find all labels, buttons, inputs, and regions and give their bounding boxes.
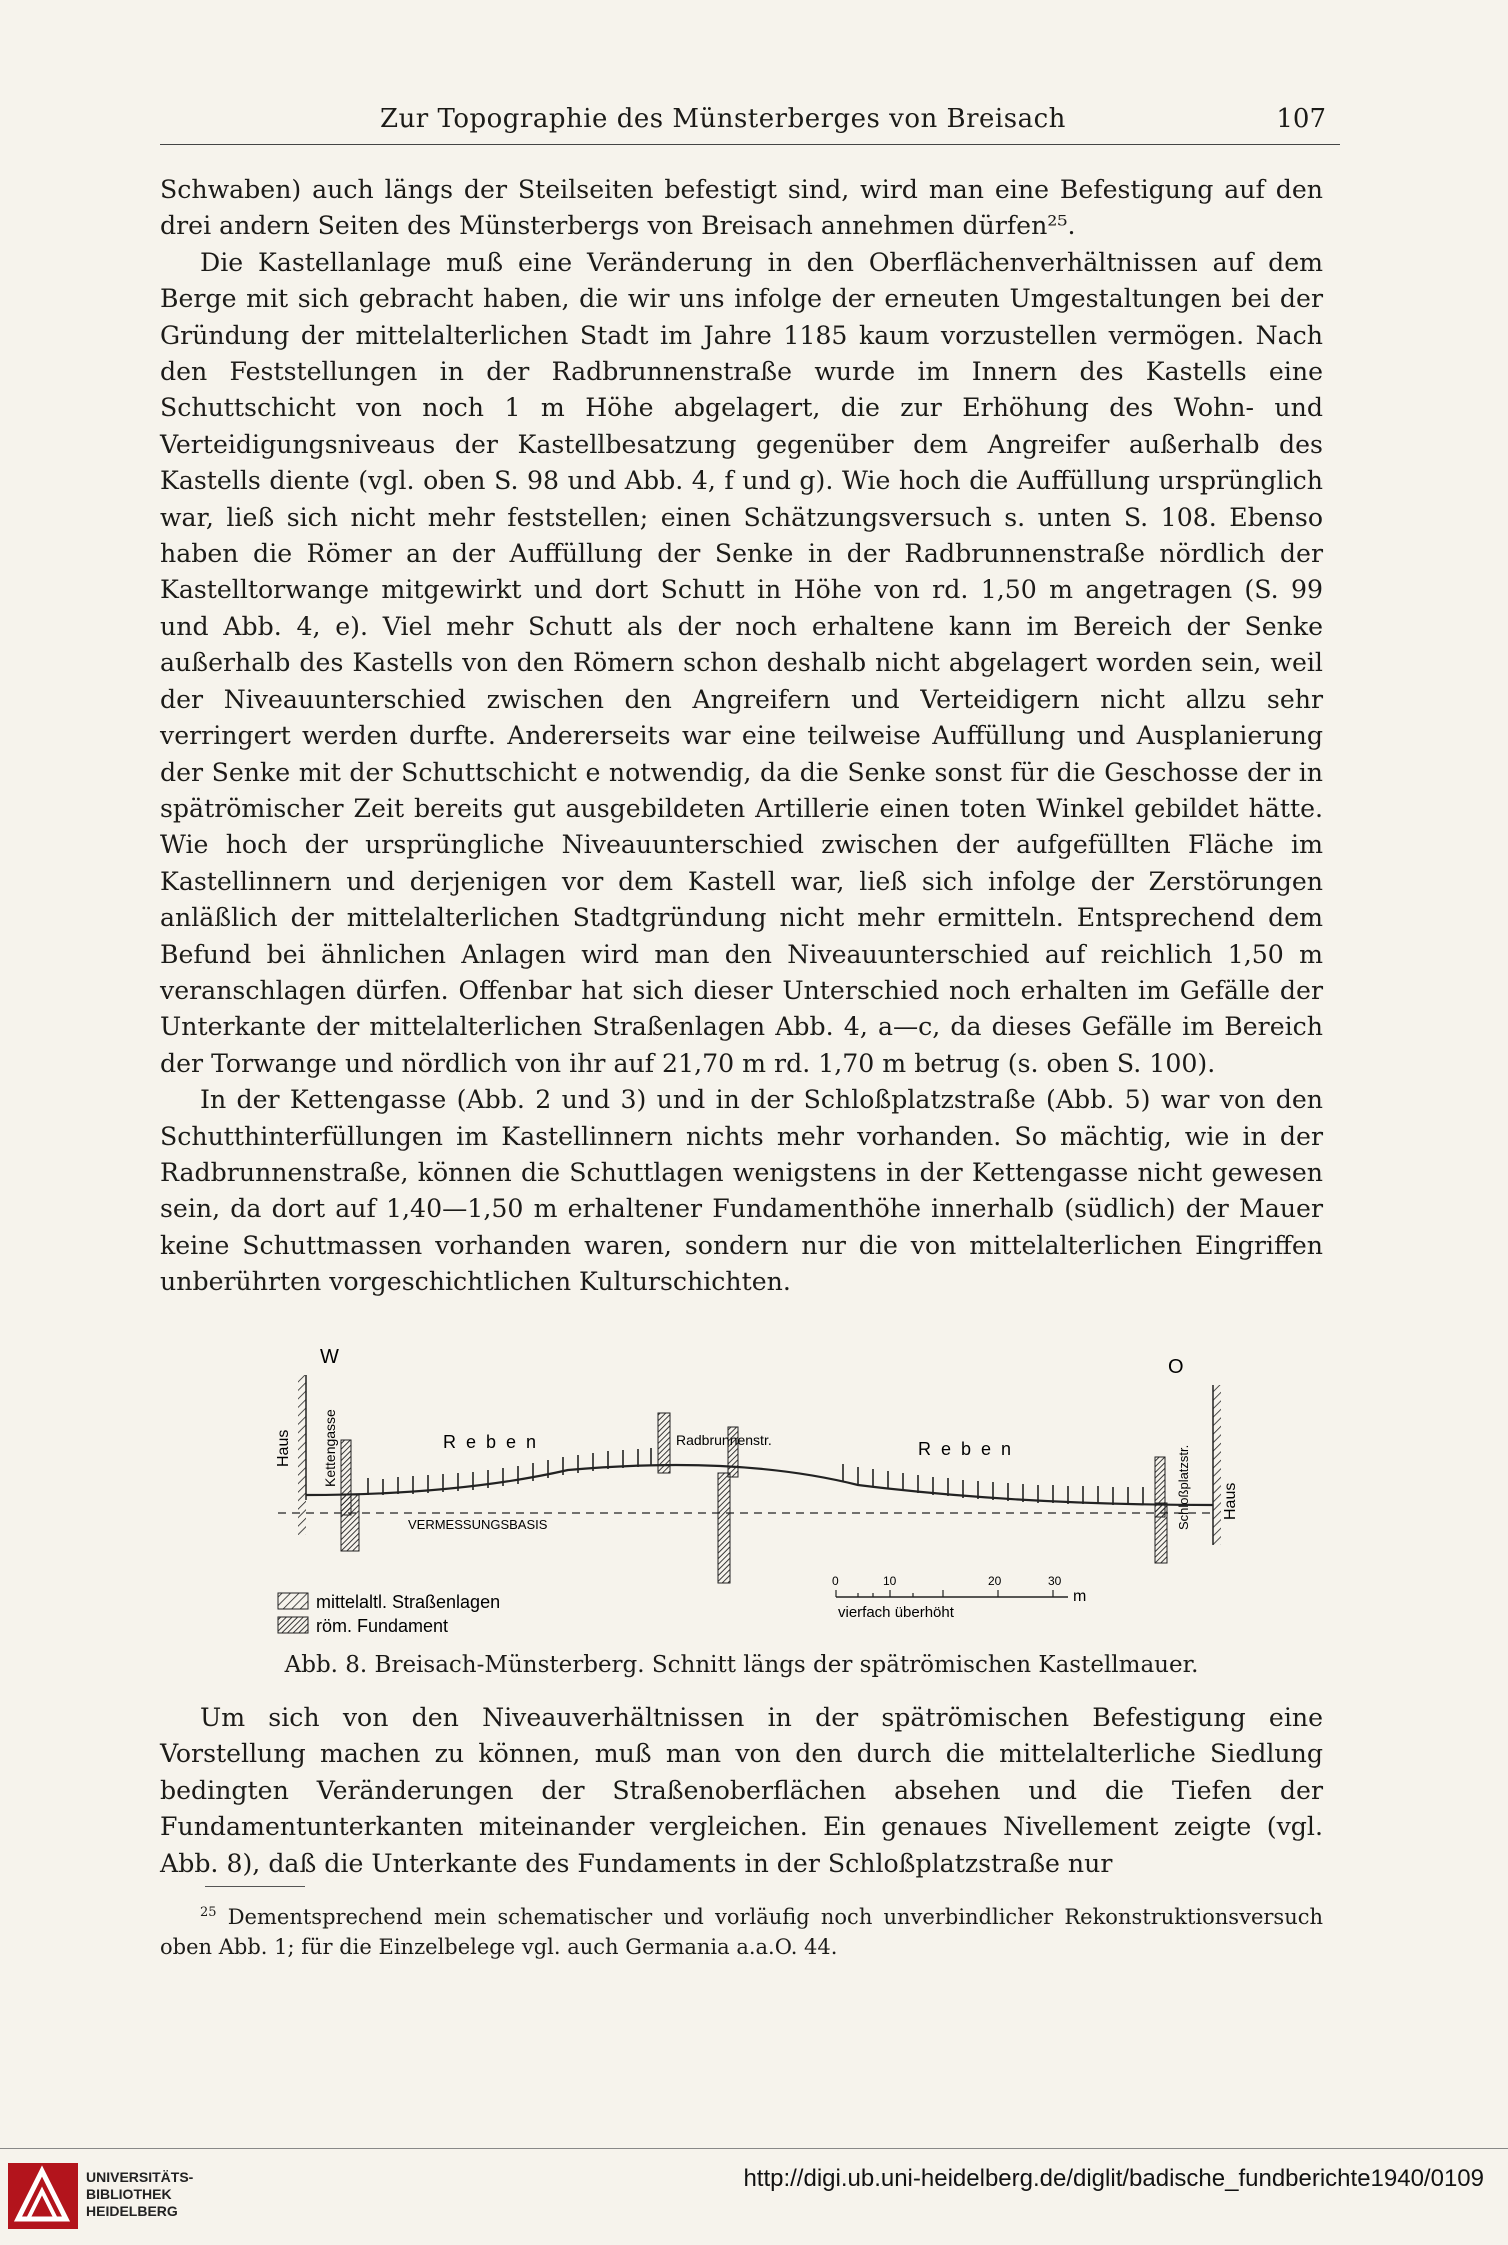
- vine-stakes-left: [368, 1448, 651, 1495]
- kettengasse-label: Kettengasse: [322, 1409, 338, 1487]
- haus-label-right: Haus: [1222, 1482, 1239, 1520]
- library-logo: [8, 2163, 78, 2229]
- footnote-rule: [205, 1886, 305, 1887]
- vine-stakes-right: [843, 1464, 1143, 1505]
- section-figure: [258, 1345, 1268, 1645]
- library-line-1: UNIVERSITÄTS-: [86, 2169, 194, 2185]
- scale-unit: m: [1073, 1588, 1087, 1605]
- scale-tick-30: 30: [1048, 1574, 1062, 1588]
- paragraph: In der Kettengasse (Abb. 2 und 3) und in der Schloßplatzstraße (Abb. 5) war von den Schutthinterfüllungen im Kastellinnern nichts mehr vorhanden. So mächtig, wie in der Radbrunnenstraße, können die Schuttlagen wenigstens in der Kettengasse nicht gewesen sein, da dort auf 1,40—1,50 m erhaltener Fundamenthöhe innerhalb (südlich) der Mauer keine Schuttmassen vorhanden waren, sondern nur die von mittelalterlichen Eingriffen unberührten vorgeschichtlichen Kulturschichten.: [160, 1085, 1323, 1297]
- section-drawing: [258, 1345, 1268, 1645]
- scale-tick-10: 10: [883, 1574, 897, 1588]
- main-text: [160, 172, 1323, 1301]
- ground-profile: [306, 1465, 1213, 1505]
- radbrunnenstr-label: Radbrunnenstr.: [676, 1432, 772, 1448]
- footnote-number: 25: [200, 1905, 217, 1920]
- paragraph: Die Kastellanlage muß eine Veränderung in den Oberflächenverhältnissen auf dem Berge mit sich gebracht haben, die wir uns infolge der erneuten Umgestaltungen bei der Gründung der mittelalterlichen Stadt im Jahre 1185 kaum vorzustellen vermögen. Nach den Feststellungen in der Radbrunnenstraße wurde im Innern des Kastells eine Schuttschicht von noch 1 m Höhe abgelagert, die zur Erhöhung des Wohn- und Verteidigungsniveaus der Kastellbesatzung gegenüber dem Angreifer außerhalb des Kastells diente (vgl. oben S. 98 und Abb. 4, f und g). Wie hoch die Auffüllung ursprünglich war, ließ sich nicht mehr feststellen; einen Schätzungsversuch s. unten S. 108. Ebenso haben die Römer an der Auffüllung der Senke in der Radbrunnenstraße nördlich der Kastelltorwange mitgewirkt und dort Schutt in Höhe von rd. 1,50 m angetragen (S. 99 und Abb. 4, e). Viel mehr Schutt als der noch erhaltene kann im Bereich der Senke außerhalb des Kastells von den Römern schon deshalb nicht abgelagert worden sein, weil der Niveauunterschied zwischen den Angreifern und Verteidigern nicht allzu sehr verringert werden durfte. Andererseits war eine teilweise Auffüllung und Ausplanierung der Senke mit der Schuttschicht e notwendig, da die Senke sonst für die Geschosse der in spätrömischer Zeit bereits gut ausgebildeten Artillerie einen toten Winkel gebildet hätte. Wie hoch der ursprüngliche Niveauunterschied zwischen der aufgefüllten Fläche im Kastellinnern und derjenigen vor dem Kastell war, ließ sich infolge der Zerstörungen anläßlich der mittelalterlichen Stadtgründung nicht mehr ermitteln. Entsprechend dem Befund bei ähnlichen Anlagen wird man den Niveauunterschied auf reichlich 1,50 m veranschlagen dürfen. Offenbar hat sich dieser Unterschied noch erhalten im Gefälle der Unterkante der mittelalterlichen Straßenlagen Abb. 4, a—c, da dieses Gefälle im Bereich der Torwange und nördlich von ihr auf 21,70 m rd. 1,70 m betrug (s. oben S. 100).: [160, 247, 1323, 1078]
- legend-swatch-roman: [278, 1617, 308, 1633]
- library-line-2: BIBLIOTHEK: [86, 2186, 172, 2202]
- scale-tick-20: 20: [988, 1574, 1002, 1588]
- source-url[interactable]: http://digi.ub.uni-heidelberg.de/diglit/badische_fundberichte1940/0109: [743, 2165, 1484, 2192]
- running-header: [160, 104, 1340, 145]
- schlossplatzstr-label: Schloßplatzstr.: [1176, 1444, 1191, 1530]
- medieval-layer-radbrunnen-a: [658, 1413, 670, 1473]
- house-wall-right: [1213, 1385, 1221, 1545]
- digitization-footer: [0, 2148, 1508, 2245]
- roman-foundation-schlossplatz: [1155, 1503, 1167, 1563]
- footnote-text: Dementsprechend mein schematischer und vorläufig noch unverbindlicher Rekonstruktionsversuch oben Abb. 1; für die Einzelbelege vgl. auch Germania a.a.O. 44.: [160, 1905, 1323, 1959]
- page-number: 107: [1276, 104, 1326, 134]
- figure-caption: Abb. 8. Breisach-Münsterberg. Schnitt längs der spätrömischen Kastellmauer.: [284, 1652, 1199, 1678]
- library-logo-icon: [8, 2163, 78, 2229]
- vermessungsbasis-label: VERMESSUNGSBASIS: [408, 1517, 548, 1532]
- reben-label-right: Reben: [918, 1439, 1022, 1459]
- paragraph: Schwaben) auch längs der Steilseiten befestigt sind, wird man eine Befestigung auf den drei andern Seiten des Münsterbergs von Breisach annehmen dürfen²⁵.: [160, 175, 1323, 241]
- house-wall-left: [298, 1375, 306, 1535]
- footnote: [160, 1898, 1323, 1962]
- scale-tick-0: 0: [832, 1574, 839, 1588]
- legend-label-roman: röm. Fundament: [316, 1616, 449, 1636]
- roman-foundation-kettengasse: [341, 1495, 359, 1551]
- label-o: O: [1168, 1356, 1184, 1378]
- haus-label-left: Haus: [275, 1429, 292, 1467]
- scale-note: vierfach überhöht: [838, 1604, 954, 1621]
- roman-foundation-radbrunnen: [718, 1473, 730, 1583]
- main-text-continued: [160, 1700, 1323, 1882]
- library-line-3: HEIDELBERG: [86, 2203, 178, 2219]
- library-name: [86, 2169, 193, 2220]
- paragraph: Um sich von den Niveauverhältnissen in der spätrömischen Befestigung eine Vorstellung machen zu können, muß man von den durch die mittelalterliche Siedlung bedingten Veränderungen der Straßenoberflächen absehen und die Tiefen der Fundamentunterkanten miteinander vergleichen. Ein genaues Nivellement zeigte (vgl. Abb. 8), daß die Unterkante des Fundaments in der Schloßplatzstraße nur: [160, 1703, 1323, 1878]
- running-title: Zur Topographie des Münsterberges von Breisach: [380, 104, 1066, 134]
- scale-ticks: [836, 1590, 1053, 1597]
- legend-label-medieval: mittelaltl. Straßenlagen: [316, 1592, 501, 1612]
- reben-label-left: Reben: [443, 1432, 547, 1452]
- label-w: W: [320, 1346, 339, 1368]
- legend-swatch-medieval: [278, 1593, 308, 1609]
